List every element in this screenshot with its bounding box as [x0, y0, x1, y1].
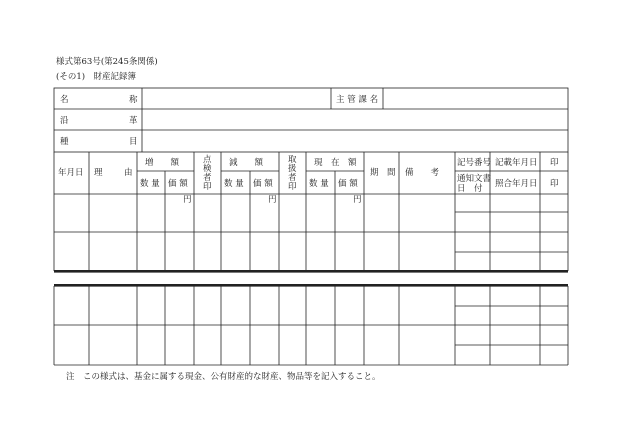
svg-text:扱: 扱: [288, 164, 297, 174]
col-remarks: 備 考: [405, 168, 440, 178]
upper-columns: [89, 152, 540, 271]
form-number: 様式第63号(第245条関係): [56, 57, 158, 67]
col-entry-date: 記載年月日: [495, 158, 538, 168]
col-increase-value: 価 額: [168, 179, 188, 189]
yen-decrease: 円: [268, 195, 277, 205]
col-seal: 印: [550, 158, 559, 168]
col-notice-doc-b: 日 付: [457, 184, 483, 194]
svg-text:点: 点: [203, 155, 212, 165]
col-current-qty: 数 量: [309, 179, 329, 189]
yen-current: 円: [353, 195, 362, 205]
name-label-b: 称: [129, 95, 138, 105]
col-seal-2: 印: [550, 179, 559, 189]
col-current-value: 価 額: [338, 179, 358, 189]
name-label-a: 名: [60, 95, 69, 105]
svg-text:者: 者: [288, 173, 297, 183]
col-handler-seal: [288, 155, 297, 192]
col-reason-b: 由: [124, 168, 133, 178]
col-decrease-qty: 数 量: [224, 179, 244, 189]
dept-label: 主 管 課 名: [336, 95, 379, 105]
col-current: 現 在 額: [314, 158, 357, 168]
svg-text:印: 印: [288, 182, 297, 192]
form-subtitle: (その1) 財産記録簿: [56, 72, 137, 82]
col-decrease: 減 額: [229, 158, 264, 168]
col-reason-a: 理: [94, 168, 103, 178]
col-record-no: 記号番号: [457, 158, 492, 168]
col-notice-doc-a: 通知文書: [457, 174, 492, 184]
col-date: 年月日: [58, 168, 84, 178]
col-check-date: 照合年月日: [495, 179, 538, 189]
footer-note: 注 この様式は、基金に属する現金、公有財産的な財産、物品等を記入すること。: [66, 372, 381, 382]
thick-divider-upper: [54, 270, 568, 273]
yen-increase: 円: [183, 195, 192, 205]
thick-divider-lower: [54, 284, 568, 287]
col-decrease-value: 価 額: [253, 179, 273, 189]
svg-text:取: 取: [288, 155, 297, 165]
svg-text:者: 者: [203, 173, 212, 183]
col-period: 期 間: [370, 168, 396, 178]
history-label-b: 革: [129, 116, 138, 126]
type-label-b: 目: [129, 137, 138, 147]
col-increase: 増 額: [145, 158, 180, 168]
svg-text:検: 検: [203, 164, 212, 174]
svg-text:印: 印: [203, 182, 212, 192]
lower-columns: [89, 286, 540, 365]
history-label-a: 沿: [60, 116, 69, 126]
col-increase-qty: 数 量: [140, 179, 160, 189]
type-label-a: 種: [60, 137, 69, 147]
form-gridlines: [54, 88, 568, 365]
col-inspector-seal: [203, 154, 212, 192]
